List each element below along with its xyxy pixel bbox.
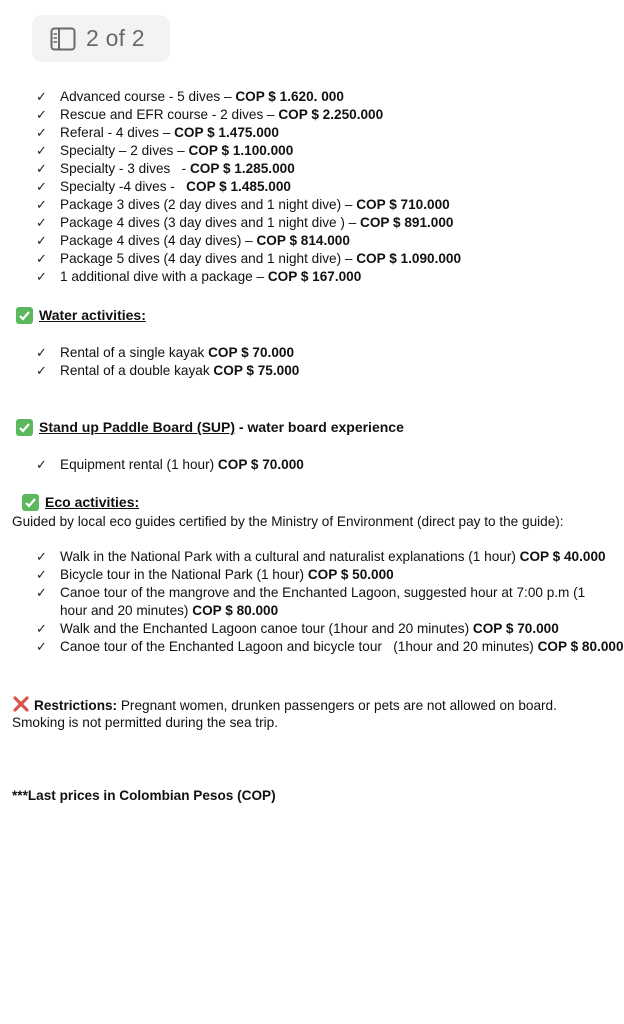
restrictions-line: Restrictions: Pregnant women, drunken passengers or pets are not allowed on board. <box>12 695 557 715</box>
eco-activities-list <box>36 548 624 656</box>
footnote: ***Last prices in Colombian Pesos (COP) <box>12 788 276 803</box>
list-item: ✓ Canoe tour of the mangrove and the Enchanted Lagoon, suggested hour at 7:00 p.m (1 hour and 20 minutes) COP $ 80.000 <box>36 585 586 618</box>
checkmark-icon: ✓ <box>36 89 47 104</box>
checkmark-icon: ✓ <box>36 345 47 360</box>
list-item: ✓ Walk and the Enchanted Lagoon canoe tour (1hour and 20 minutes) COP $ 70.000 <box>36 621 559 636</box>
list-item: ✓ Walk in the National Park with a cultural and naturalist explanations (1 hour) COP $ 40.000 <box>36 549 606 564</box>
list-item: ✓ Advanced course - 5 dives – COP $ 1.620. 000 <box>36 89 344 104</box>
list-item: ✓ Specialty -4 dives - COP $ 1.485.000 <box>36 179 291 194</box>
list-item: ✓ Package 5 dives (4 day dives and 1 night dive) – COP $ 1.090.000 <box>36 251 462 266</box>
red-x-icon <box>12 695 30 713</box>
checkmark-icon: ✓ <box>36 161 47 176</box>
checkmark-icon: ✓ <box>36 251 47 266</box>
eco-activities-heading: Eco activities: <box>22 493 139 511</box>
list-item: ✓ Rental of a double kayak COP $ 75.000 <box>36 363 300 378</box>
eco-intro: Guided by local eco guides certified by the Ministry of Environment (direct pay to the guide): <box>12 514 564 529</box>
list-item: ✓ Specialty – 2 dives – COP $ 1.100.000 <box>36 143 294 158</box>
list-item: ✓ Bicycle tour in the National Park (1 hour) COP $ 50.000 <box>36 567 394 582</box>
checkmark-icon: ✓ <box>36 179 47 194</box>
page-indicator-label: 2 of 2 <box>86 25 145 51</box>
checkmark-icon: ✓ <box>36 215 47 230</box>
checkmark-icon: ✓ <box>36 621 47 636</box>
list-item: ✓ Package 4 dives (4 day dives) – COP $ 814.000 <box>36 233 350 248</box>
checkmark-icon: ✓ <box>36 269 47 284</box>
sup-heading: Stand up Paddle Board (SUP) - water board experience <box>16 418 404 436</box>
checkmark-icon: ✓ <box>36 363 47 378</box>
checkmark-icon: ✓ <box>36 639 47 654</box>
restrictions-line-2: Smoking is not permitted during the sea trip. <box>12 715 278 730</box>
green-check-icon <box>16 307 33 324</box>
checkmark-icon: ✓ <box>36 197 47 212</box>
checkmark-icon: ✓ <box>36 585 47 600</box>
list-item: ✓ Package 3 dives (2 day dives and 1 night dive) – COP $ 710.000 <box>36 197 450 212</box>
green-check-icon <box>22 494 39 511</box>
checkmark-icon: ✓ <box>36 457 47 472</box>
list-item: ✓ Referal - 4 dives – COP $ 1.475.000 <box>36 125 279 140</box>
checkmark-icon: ✓ <box>36 233 47 248</box>
checkmark-icon: ✓ <box>36 143 47 158</box>
checkmark-icon: ✓ <box>36 567 47 582</box>
water-activities-heading: Water activities: <box>16 306 146 324</box>
list-item: ✓ Rental of a single kayak COP $ 70.000 <box>36 345 295 360</box>
list-item: ✓ Specialty - 3 dives - COP $ 1.285.000 <box>36 161 295 176</box>
page-indicator[interactable] <box>32 15 170 62</box>
checkmark-icon: ✓ <box>36 549 47 564</box>
diving-price-list <box>36 88 461 286</box>
checkmark-icon: ✓ <box>36 125 47 140</box>
list-item: ✓ Equipment rental (1 hour) COP $ 70.000 <box>36 457 304 472</box>
list-item: ✓ 1 additional dive with a package – COP $ 167.000 <box>36 269 362 284</box>
sup-list <box>36 456 304 474</box>
page-outline-icon <box>50 27 76 51</box>
list-item: ✓ Package 4 dives (3 day dives and 1 night dive ) – COP $ 891.000 <box>36 215 454 230</box>
list-item: ✓ Canoe tour of the Enchanted Lagoon and bicycle tour (1hour and 20 minutes) COP $ 80.000 <box>36 639 624 654</box>
list-item: ✓ Rescue and EFR course - 2 dives – COP $ 2.250.000 <box>36 107 384 122</box>
green-check-icon <box>16 419 33 436</box>
checkmark-icon: ✓ <box>36 107 47 122</box>
water-activities-list <box>36 344 299 380</box>
